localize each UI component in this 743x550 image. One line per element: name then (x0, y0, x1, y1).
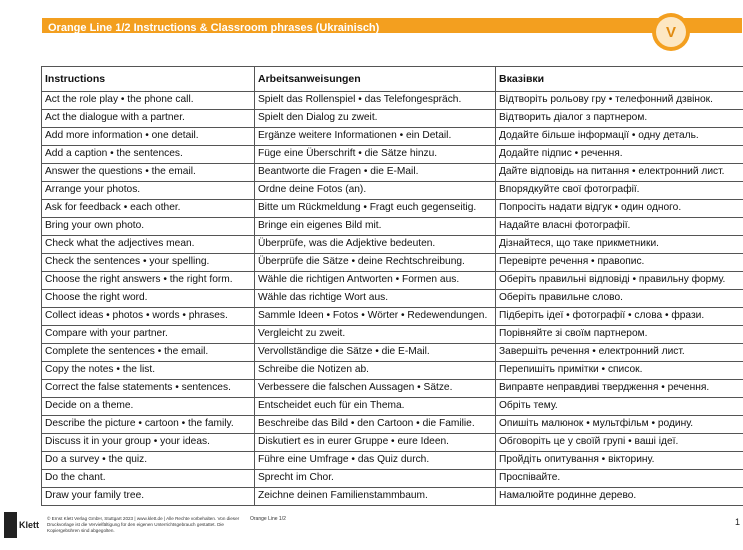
cell-instruction-en: Add more information • one detail. (42, 128, 255, 146)
cell-instruction-uk: Перевірте речення • правопис. (496, 254, 743, 272)
table-row (42, 308, 743, 326)
table-row (42, 92, 743, 110)
table-body (42, 92, 743, 506)
table-row (42, 146, 743, 164)
instructions-table (41, 66, 743, 506)
cell-instruction-en: Arrange your photos. (42, 182, 255, 200)
cell-instruction-de: Bitte um Rückmeldung • Fragt euch gegenseitig. (255, 200, 496, 218)
page-number: 1 (735, 517, 741, 527)
cell-instruction-de: Sprecht im Chor. (255, 470, 496, 488)
cell-instruction-uk: Опишіть малюнок • мультфільм • родину. (496, 416, 743, 434)
copyright-notice: © Ernst Klett Verlag GmbH, Stuttgart 2023 | www.klett.de | Alle Rechte vorbehalten. Von dieser Druckvorlage ist die Vervielfältigung für den eigenen Unterrichtsgebrauch gestattet. Die Kopiergebühren sind abgegolten. (47, 516, 240, 533)
cell-instruction-en: Add a caption • the sentences. (42, 146, 255, 164)
cell-instruction-en: Copy the notes • the list. (42, 362, 255, 380)
cell-instruction-de: Überprüfe die Sätze • deine Rechtschreibung. (255, 254, 496, 272)
cell-instruction-uk: Додайте більше інформації • одну деталь. (496, 128, 743, 146)
cell-instruction-de: Schreibe die Notizen ab. (255, 362, 496, 380)
page-title: Orange Line 1/2 Instructions & Classroom phrases (Ukrainisch) (48, 22, 380, 34)
cell-instruction-uk: Надайте власні фотографії. (496, 218, 743, 236)
cell-instruction-de: Spielt das Rollenspiel • das Telefongespräch. (255, 92, 496, 110)
cell-instruction-en: Check what the adjectives mean. (42, 236, 255, 254)
cell-instruction-de: Vervollständige die Sätze • die E-Mail. (255, 344, 496, 362)
cell-instruction-uk: Оберіть правильні відповіді • правильну форму. (496, 272, 743, 290)
table-row (42, 200, 743, 218)
cell-instruction-en: Do a survey • the quiz. (42, 452, 255, 470)
cell-instruction-en: Discuss it in your group • your ideas. (42, 434, 255, 452)
table-row (42, 110, 743, 128)
cell-instruction-uk: Додайте підпис • речення. (496, 146, 743, 164)
section-badge (652, 13, 690, 51)
cell-instruction-de: Wähle die richtigen Antworten • Formen aus. (255, 272, 496, 290)
cell-instruction-uk: Порівняйте зі своїм партнером. (496, 326, 743, 344)
cell-instruction-de: Beschreibe das Bild • den Cartoon • die Familie. (255, 416, 496, 434)
cell-instruction-uk: Завершіть речення • електронний лист. (496, 344, 743, 362)
cell-instruction-en: Bring your own photo. (42, 218, 255, 236)
table-row (42, 398, 743, 416)
cell-instruction-en: Answer the questions • the email. (42, 164, 255, 182)
cell-instruction-en: Ask for feedback • each other. (42, 200, 255, 218)
cell-instruction-en: Correct the false statements • sentences. (42, 380, 255, 398)
cell-instruction-en: Choose the right word. (42, 290, 255, 308)
cell-instruction-de: Diskutiert es in eurer Gruppe • eure Ideen. (255, 434, 496, 452)
cell-instruction-uk: Дізнайтеся, що таке прикметники. (496, 236, 743, 254)
cell-instruction-de: Spielt den Dialog zu zweit. (255, 110, 496, 128)
cell-instruction-uk: Обговоріть це у своїй групі • ваші ідеї. (496, 434, 743, 452)
cell-instruction-uk: Дайте відповідь на питання • електронний лист. (496, 164, 743, 182)
cell-instruction-uk: Пройдіть опитування • вікторину. (496, 452, 743, 470)
cell-instruction-en: Act the role play • the phone call. (42, 92, 255, 110)
cell-instruction-uk: Попросіть надати відгук • один одного. (496, 200, 743, 218)
cell-instruction-uk: Відтворить діалог з партнером. (496, 110, 743, 128)
header-bar (42, 18, 742, 33)
cell-instruction-uk: Впорядкуйте свої фотографії. (496, 182, 743, 200)
cell-instruction-de: Ordne deine Fotos (an). (255, 182, 496, 200)
table-row (42, 380, 743, 398)
table-row (42, 164, 743, 182)
cell-instruction-de: Wähle das richtige Wort aus. (255, 290, 496, 308)
cell-instruction-en: Complete the sentences • the email. (42, 344, 255, 362)
section-badge-letter: V (656, 17, 686, 47)
cell-instruction-de: Sammle Ideen • Fotos • Wörter • Redewendungen. (255, 308, 496, 326)
cell-instruction-de: Führe eine Umfrage • das Quiz durch. (255, 452, 496, 470)
table-row (42, 362, 743, 380)
cell-instruction-uk: Виправте неправдиві твердження • речення. (496, 380, 743, 398)
cell-instruction-en: Describe the picture • cartoon • the family. (42, 416, 255, 434)
cell-instruction-en: Decide on a theme. (42, 398, 255, 416)
cell-instruction-uk: Перепишіть примітки • список. (496, 362, 743, 380)
table-row (42, 236, 743, 254)
table-row (42, 254, 743, 272)
cell-instruction-en: Draw your family tree. (42, 488, 255, 506)
table-row (42, 218, 743, 236)
cell-instruction-uk: Підберіть ідеї • фотографії • слова • фрази. (496, 308, 743, 326)
cell-instruction-uk: Оберіть правильне слово. (496, 290, 743, 308)
table-row (42, 488, 743, 506)
table-row (42, 434, 743, 452)
cell-instruction-uk: Обріть тему. (496, 398, 743, 416)
column-header-vkazivky: Вказівки (496, 67, 743, 92)
cell-instruction-uk: Проспівайте. (496, 470, 743, 488)
cell-instruction-en: Compare with your partner. (42, 326, 255, 344)
cell-instruction-de: Entscheidet euch für ein Thema. (255, 398, 496, 416)
cell-instruction-de: Vergleicht zu zweit. (255, 326, 496, 344)
cell-instruction-de: Füge eine Überschrift • die Sätze hinzu. (255, 146, 496, 164)
cell-instruction-en: Check the sentences • your spelling. (42, 254, 255, 272)
cell-instruction-uk: Намалюйте родинне дерево. (496, 488, 743, 506)
cell-instruction-de: Zeichne deinen Familienstammbaum. (255, 488, 496, 506)
table-row (42, 272, 743, 290)
table-row (42, 182, 743, 200)
klett-logo-text: Klett (19, 520, 39, 530)
table-row (42, 326, 743, 344)
klett-logo (4, 510, 44, 540)
cell-instruction-de: Überprüfe, was die Adjektive bedeuten. (255, 236, 496, 254)
cell-instruction-en: Collect ideas • photos • words • phrases. (42, 308, 255, 326)
table-row (42, 290, 743, 308)
table-row (42, 470, 743, 488)
cell-instruction-de: Bringe ein eigenes Bild mit. (255, 218, 496, 236)
cell-instruction-en: Do the chant. (42, 470, 255, 488)
column-header-instructions: Instructions (42, 67, 255, 92)
cell-instruction-en: Act the dialogue with a partner. (42, 110, 255, 128)
cell-instruction-en: Choose the right answers • the right form. (42, 272, 255, 290)
table-row (42, 344, 743, 362)
book-title: Orange Line 1/2 (250, 516, 286, 522)
table-row (42, 416, 743, 434)
table-row (42, 452, 743, 470)
klett-logo-mark (4, 512, 17, 538)
cell-instruction-uk: Відтворіть рольову гру • телефонний дзвінок. (496, 92, 743, 110)
table-row (42, 128, 743, 146)
cell-instruction-de: Beantworte die Fragen • die E-Mail. (255, 164, 496, 182)
cell-instruction-de: Ergänze weitere Informationen • ein Detail. (255, 128, 496, 146)
column-header-arbeitsanweisungen: Arbeitsanweisungen (255, 67, 496, 92)
cell-instruction-de: Verbessere die falschen Aussagen • Sätze. (255, 380, 496, 398)
